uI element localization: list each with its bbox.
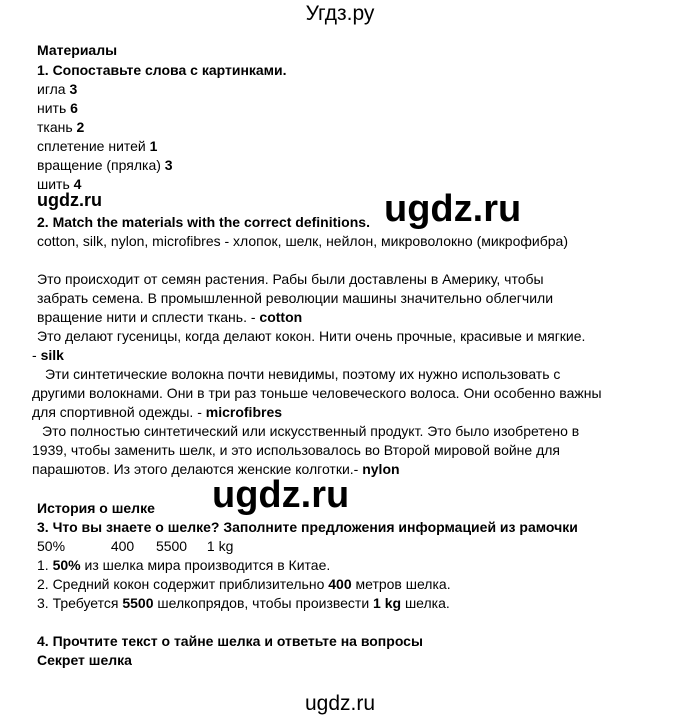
watermark-big: ugdz.ru: [384, 188, 522, 230]
answer-number: 3: [69, 81, 78, 97]
task-4-heading: 4. Прочтите текст о тайне шелка и ответьте на вопросы: [37, 633, 423, 649]
answer: 400: [328, 576, 352, 592]
paragraph-line: другими волокнами. Они в три раз тоньше человеческого волоса. Они особенно важны: [32, 385, 602, 401]
box-item: 5500: [155, 538, 188, 554]
word: ткань: [37, 119, 73, 135]
answer: 1 kg: [373, 595, 402, 611]
text: 3. Требуется: [37, 595, 123, 611]
answer-number: 4: [73, 176, 82, 192]
word: вращение (прялка): [37, 157, 161, 173]
text: шелка.: [401, 595, 450, 611]
site-title: Угдз.ру: [305, 2, 375, 25]
box-item: 400: [110, 538, 135, 554]
list-item: [37, 138, 157, 155]
section-heading-materials: Материалы: [37, 42, 118, 58]
answer-number: 2: [76, 119, 85, 135]
text: 2. Средний кокон содержит приблизительно: [37, 576, 329, 592]
task-2-heading: 2. Match the materials with the correct definitions.: [37, 214, 370, 230]
answer-number: 1: [149, 138, 158, 154]
answer-number: 6: [70, 100, 78, 116]
list-item: [37, 119, 84, 136]
subheading-silk-secret: Секрет шелка: [37, 652, 132, 668]
word: шить: [37, 176, 70, 192]
text: 1.: [37, 557, 53, 573]
answer: 5500: [122, 595, 154, 611]
paragraph-line: [32, 347, 64, 364]
text: -: [32, 347, 41, 363]
answer: 50%: [52, 557, 81, 573]
task-1-heading: 1. Сопоставьте слова с картинками.: [37, 62, 287, 78]
text: парашютов. Из этого делаются женские колготки.-: [32, 461, 363, 477]
sentence-line: [37, 557, 330, 574]
paragraph-line: Это делают гусеницы, когда делают кокон. Нити очень прочные, красивые и мягкие.: [37, 328, 586, 344]
answer-cotton: cotton: [259, 309, 303, 325]
answer-number: 3: [164, 157, 173, 173]
text: вращение нити и сплести ткань. -: [37, 309, 260, 325]
box-item: 1 kg: [206, 538, 234, 554]
list-item: [37, 157, 173, 174]
list-item: [37, 100, 78, 117]
watermark-small: ugdz.ru: [37, 190, 102, 210]
text: для спортивной одежды. -: [32, 404, 206, 420]
word-box: [37, 538, 233, 555]
paragraph-line: [37, 309, 302, 326]
answer-nylon: nylon: [362, 461, 400, 477]
paragraph-line: забрать семена. В промышленной революции машины значительно облегчили: [37, 290, 554, 306]
paragraph-line: Это полностью синтетический или искусственный продукт. Это было изобретено в: [42, 423, 580, 439]
watermark-big: ugdz.ru: [212, 474, 350, 516]
box-item: 50%: [37, 538, 66, 554]
text: шелкопрядов, чтобы произвести: [153, 595, 374, 611]
list-item: [37, 81, 77, 98]
paragraph-line: 1939, чтобы заменить шелк, и это использовалось во Второй мировой войне для: [32, 442, 561, 458]
word: сплетение нитей: [37, 138, 146, 154]
sentence-line: [37, 595, 450, 612]
word: игла: [37, 81, 66, 97]
answer-microfibres: microfibres: [205, 404, 283, 420]
paragraph-line: Это происходит от семян растения. Рабы были доставлены в Америку, чтобы: [37, 271, 544, 287]
sentence-line: [37, 576, 451, 593]
paragraph-line: [32, 404, 282, 421]
footer-watermark: ugdz.ru: [304, 692, 376, 715]
task-3-heading: 3. Что вы знаете о шелке? Заполните предложения информацией из рамочки: [37, 519, 578, 535]
text: метров шелка.: [351, 576, 451, 592]
translation-line: cotton, silk, nylon, microfibres - хлопок, шелк, нейлон, микроволокно (микрофибра): [37, 233, 568, 249]
word: нить: [37, 100, 67, 116]
paragraph-line: Эти синтетические волокна почти невидимы, поэтому их нужно использовать с: [45, 366, 561, 382]
section-heading-silk-history: История о шелке: [37, 500, 155, 516]
answer-silk: silk: [40, 347, 64, 363]
text: из шелка мира производится в Китае.: [80, 557, 331, 573]
